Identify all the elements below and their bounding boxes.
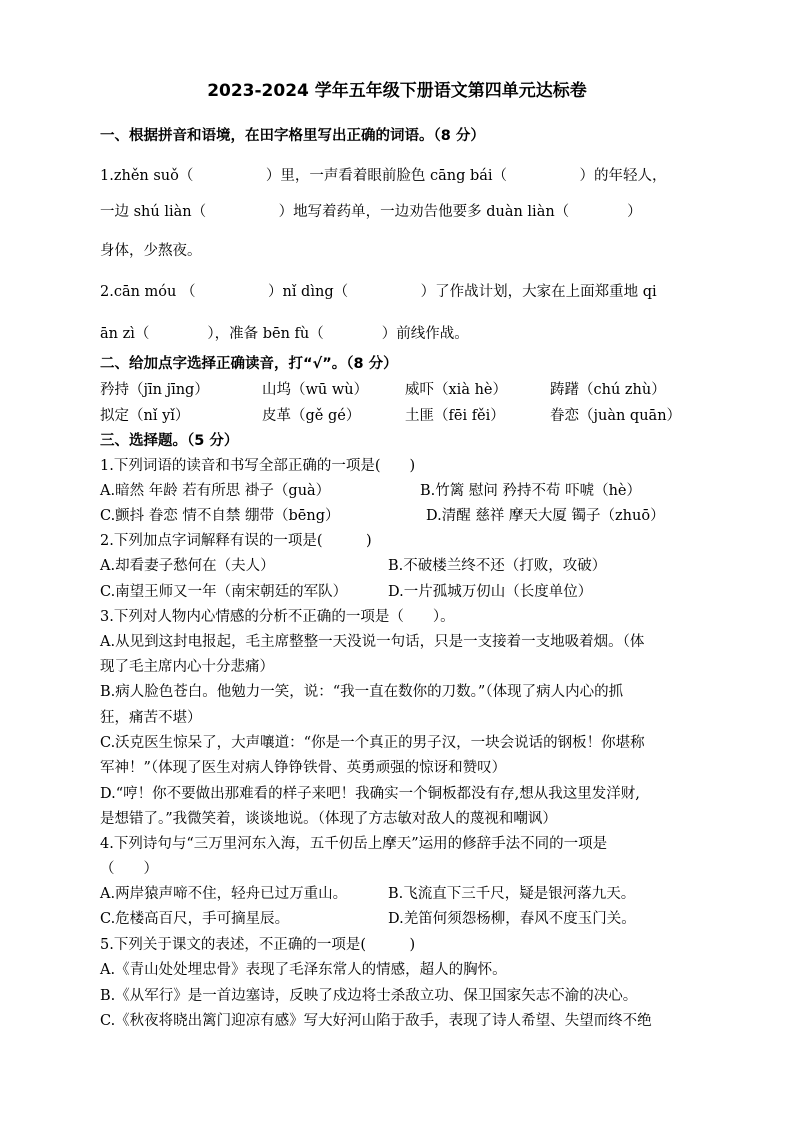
sec2-item: 眷恋（juàn quān） bbox=[550, 408, 682, 424]
option: A.暗然 年龄 若有所思 褂子（guà） bbox=[100, 483, 331, 499]
sec3-q3: 3.下列对人物内心情感的分析不正确的一项是（ ）。 bbox=[100, 609, 455, 625]
sec3-q5: 5.下列关于课文的表述，不正确的一项是( ) bbox=[100, 937, 416, 953]
section-2-heading: 二、给加点字选择正确读音，打“√”。（8 分） bbox=[100, 356, 398, 372]
option-cont: 现了毛主席内心十分悲痛） bbox=[100, 659, 274, 675]
option: D.“哼！你不要做出那难看的样子来吧！我确实一个铜板都没有存,想从我这里发洋财, bbox=[100, 786, 640, 802]
option: A.从见到这封电报起，毛主席整整一天没说一句话，只是一支接着一支地吸着烟。（体 bbox=[100, 634, 645, 650]
option-cont: 军神！”（体现了医生对病人铮铮铁骨、英勇顽强的惊讶和赞叹） bbox=[100, 760, 507, 776]
option: D.清醒 慈祥 摩天大厦 镯子（zhuō） bbox=[426, 508, 665, 524]
option: C.危楼高百尺，手可摘星辰。 bbox=[100, 911, 290, 927]
option: C.颤抖 眷恋 情不自禁 绷带（bēng） bbox=[100, 508, 340, 524]
sec3-q2: 2.下列加点字词解释有误的一项是( ) bbox=[100, 533, 372, 549]
option: A.却看妻子愁何在（夫人） bbox=[100, 558, 275, 574]
option: B.病人脸色苍白。他勉力一笑，说：“我一直在数你的刀数。”（体现了病人内心的抓 bbox=[100, 684, 624, 700]
option: B.不破楼兰终不还（打败，攻破） bbox=[388, 558, 607, 574]
sec2-item: 土匪（fēi fěi） bbox=[405, 408, 505, 424]
option: D.一片孤城万仞山（长度单位） bbox=[388, 584, 593, 600]
sec3-q4-cont: （ ） bbox=[100, 861, 158, 877]
option: C.南望王师又一年（南宋朝廷的军队） bbox=[100, 584, 348, 600]
sec2-item: 山坞（wū wù） bbox=[262, 382, 369, 398]
sec2-item: 威吓（xià hè） bbox=[405, 382, 507, 398]
sec1-q1-line2: 一边 shú liàn（ ）地写着药单，一边劝告他要多 duàn liàn（ ） bbox=[100, 204, 642, 220]
option: C.《秋夜将晓出篱门迎凉有感》写大好河山陷于敌手，表现了诗人希望、失望而终不绝 bbox=[100, 1013, 652, 1029]
sec1-q1-line3: 身体，少熬夜。 bbox=[100, 243, 202, 259]
option: D.羌笛何须怨杨柳，春风不度玉门关。 bbox=[388, 911, 636, 927]
sec2-item: 皮革（gě gé） bbox=[262, 408, 361, 424]
sec3-q4: 4.下列诗句与“三万里河东入海，五千仞岳上摩天”运用的修辞手法不同的一项是 bbox=[100, 836, 608, 852]
sec1-q2-line2: ān zì（ ），准备 bēn fù（ ）前线作战。 bbox=[100, 326, 469, 342]
sec3-q1: 1.下列词语的读音和书写全部正确的一项是( ) bbox=[100, 458, 416, 474]
option: A.两岸猿声啼不住，轻舟已过万重山。 bbox=[100, 886, 348, 902]
option-cont: 狂，痛苦不堪） bbox=[100, 710, 202, 726]
option-cont: 是想错了。”我微笑着，谈谈地说。（体现了方志敏对敌人的蔑视和嘲讽） bbox=[100, 811, 557, 827]
section-1-heading: 一、根据拼音和语境，在田字格里写出正确的词语。（8 分） bbox=[100, 128, 485, 144]
option: B.《从军行》是一首边塞诗，反映了戍边将士杀敌立功、保卫国家矢志不渝的决心。 bbox=[100, 988, 638, 1004]
option: B.飞流直下三千尺，疑是银河落九天。 bbox=[388, 886, 636, 902]
option: C.沃克医生惊呆了，大声嚷道：“你是一个真正的男子汉，一块会说话的钢板！你堪称 bbox=[100, 735, 645, 751]
page-title: 2023-2024 学年五年级下册语文第四单元达标卷 bbox=[207, 81, 587, 101]
sec1-q1-line1: 1.zhěn suǒ（ ）里，一声看着眼前脸色 cāng bái（ ）的年轻人， bbox=[100, 168, 667, 184]
option: B.竹篱 慰问 矜持不苟 吓唬（hè） bbox=[420, 483, 642, 499]
sec2-item: 矜持（jīn jīng） bbox=[100, 382, 209, 398]
sec2-item: 拟定（nǐ yǐ） bbox=[100, 408, 190, 424]
sec2-item: 踌躇（chú zhù） bbox=[550, 382, 666, 398]
section-3-heading: 三、选择题。（5 分） bbox=[100, 433, 239, 449]
sec1-q2-line1: 2.cān móu （ ）nǐ dìng（ ）了作战计划，大家在上面郑重地 qi bbox=[100, 284, 657, 300]
option: A.《青山处处埋忠骨》表现了毛泽东常人的情感，超人的胸怀。 bbox=[100, 962, 507, 978]
